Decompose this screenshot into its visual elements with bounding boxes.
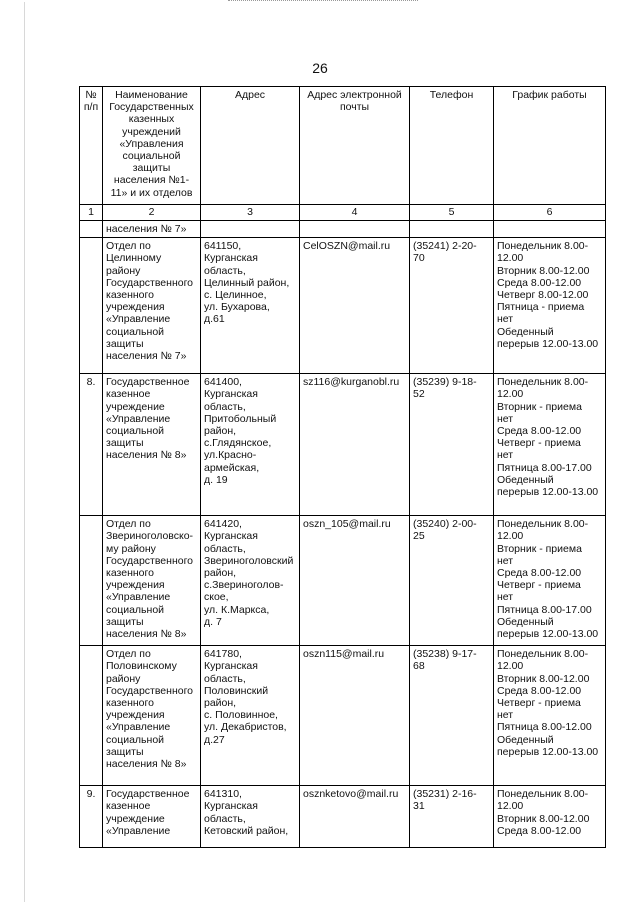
text-line: Обеденный (497, 733, 554, 746)
text-line: Среда 8.00-12.00 (497, 276, 582, 289)
text-line: Государственного (106, 684, 194, 697)
cell-address (201, 238, 300, 374)
text-line: Государственное (106, 376, 190, 389)
text-line: Государственного (106, 276, 194, 289)
column-number-row (80, 205, 606, 221)
text-line: Пятница 8.00-17.00 (497, 461, 592, 474)
text-line: д.27 (204, 733, 225, 746)
text-line: Пятница 8.00-12.00 (497, 721, 592, 734)
text-line: область, (204, 672, 246, 685)
text-line: п/п (83, 101, 99, 114)
text-line: Целинный район, (204, 276, 290, 289)
text-line: перерыв 12.00-13.00 (497, 337, 599, 350)
header-number (80, 87, 103, 205)
text-line: с.Глядянское, (204, 437, 272, 450)
text-line: «Управление (106, 721, 171, 734)
text-line: График работы (512, 89, 587, 101)
cell-phone (410, 646, 494, 786)
cell-address (201, 786, 300, 848)
text-line: область, (204, 400, 246, 413)
text-line: казенное (106, 388, 151, 401)
header-address (201, 87, 300, 205)
text-line: населения № 8» (106, 628, 187, 641)
cell-schedule (494, 374, 606, 516)
text-line: нет (497, 554, 514, 567)
text-line: защиты (132, 162, 171, 175)
column-number: 1 (80, 205, 103, 221)
cell-name (103, 646, 201, 786)
text-line: (35238) 9-17- (413, 648, 477, 661)
text-line: 52 (413, 388, 425, 401)
text-line: защиты (106, 437, 144, 450)
text-line: 31 (413, 800, 425, 813)
text-line: Курганская (204, 252, 258, 265)
column-number: 3 (201, 205, 300, 221)
text-line: Понедельник 8.00- (497, 788, 589, 801)
text-line: перерыв 12.00-13.00 (497, 628, 599, 641)
column-number: 4 (300, 205, 410, 221)
text-line: с. Целинное, (204, 289, 267, 302)
text-line: «Управления (119, 137, 184, 150)
text-line: Половинскому (106, 660, 177, 673)
text-line: Отдел по (106, 648, 151, 661)
cell-name (103, 786, 201, 848)
cell-email: CelOSZN@mail.ru (300, 238, 410, 374)
cell-number (80, 238, 103, 374)
text-line: нет (497, 591, 514, 604)
text-line: Среда 8.00-12.00 (497, 425, 582, 438)
text-line: защиты (106, 337, 144, 350)
text-line: 11» и их отделов (110, 186, 193, 199)
text-line: учреждений (122, 125, 181, 138)
cell-number (80, 646, 103, 786)
column-number: 6 (494, 205, 606, 221)
text-line: перерыв 12.00-13.00 (497, 486, 599, 499)
text-line: 641780, (204, 648, 242, 661)
cell-phone (410, 516, 494, 646)
cell-schedule (494, 221, 606, 238)
text-line: с.Звериноголов- (204, 579, 284, 592)
cell-name (103, 516, 201, 646)
text-line: казенное (106, 800, 151, 813)
text-line: армейская, (204, 461, 260, 474)
text-line: населения №1- (113, 174, 190, 187)
text-line: Звериноголовский (204, 554, 294, 567)
text-line: район, (204, 697, 237, 710)
cell-address (201, 646, 300, 786)
top-rule (228, 0, 418, 1)
text-line: Понедельник 8.00- (497, 376, 589, 389)
text-line: Обеденный (497, 473, 554, 486)
text-line: Государственных (109, 101, 194, 114)
cell-name (103, 238, 201, 374)
text-line: Среда 8.00-12.00 (497, 684, 582, 697)
cell-name (103, 374, 201, 516)
text-line: Четверг - приема (497, 579, 581, 592)
text-line: ул.Красно- (204, 449, 257, 462)
text-line: 12.00 (497, 252, 524, 265)
text-line: 25 (413, 530, 425, 543)
text-line: учреждения (106, 709, 165, 722)
text-line: 641150, (204, 240, 242, 253)
text-line: (35231) 2-16- (413, 788, 477, 801)
cell-email (300, 221, 410, 238)
text-line: область, (204, 264, 246, 277)
cell-email: oszn_105@mail.ru (300, 516, 410, 646)
text-line: Курганская (204, 800, 258, 813)
cell-number (80, 516, 103, 646)
cell-number: 9. (80, 786, 103, 848)
cell-phone (410, 374, 494, 516)
table-row (80, 238, 606, 374)
text-line: Отдел по (106, 240, 151, 253)
text-line: 12.00 (497, 388, 524, 401)
page-number: 26 (312, 60, 328, 76)
text-line: Звериноголовско- (106, 530, 194, 543)
continuation-row (80, 221, 606, 238)
text-line: 641310, (204, 788, 242, 801)
text-line: «Управление (106, 591, 171, 604)
text-line: социальной (122, 150, 181, 163)
text-line: область, (204, 542, 246, 555)
cell-email: sz116@kurganobl.ru (300, 374, 410, 516)
header-email (300, 87, 410, 205)
institutions-table (79, 86, 606, 848)
text-line: Пятница 8.00-17.00 (497, 603, 592, 616)
table-row (80, 786, 606, 848)
text-line: учреждения (106, 579, 165, 592)
text-line: «Управление (106, 313, 171, 326)
text-line: населения № 7» (106, 223, 187, 235)
text-line: Среда 8.00-12.00 (497, 824, 582, 837)
text-line: район, (204, 425, 237, 438)
cell-address (201, 374, 300, 516)
table-row (80, 374, 606, 516)
text-line: (35241) 2-20- (413, 240, 477, 253)
cell-email: oszn115@mail.ru (300, 646, 410, 786)
text-line: 70 (413, 252, 425, 265)
text-line: «Управление (106, 412, 171, 425)
text-line: Половинский (204, 684, 269, 697)
text-line: Четверг - приема (497, 437, 581, 450)
text-line: 12.00 (497, 800, 524, 813)
text-line: Вторник 8.00-12.00 (497, 264, 590, 277)
text-line: учреждения (106, 301, 165, 314)
column-number: 2 (103, 205, 201, 221)
text-line: ул. Бухарова, (204, 301, 270, 314)
text-line: району (106, 264, 141, 277)
text-line: Отдел по (106, 518, 151, 531)
header-phone (410, 87, 494, 205)
table-row (80, 646, 606, 786)
text-line: Понедельник 8.00- (497, 648, 589, 661)
text-line: 12.00 (497, 530, 524, 543)
text-line: социальной (106, 325, 165, 338)
cell-address (201, 516, 300, 646)
text-line: защиты (106, 745, 144, 758)
cell-schedule (494, 516, 606, 646)
header-schedule (494, 87, 606, 205)
cell-schedule (494, 786, 606, 848)
text-line: Курганская (204, 530, 258, 543)
text-line: учреждение (106, 812, 165, 825)
cell-name (103, 221, 201, 238)
text-line: Четверг - приема (497, 697, 581, 710)
text-line: казенного (106, 567, 154, 580)
text-line: нет (497, 709, 514, 722)
text-line: защиты (106, 615, 144, 628)
text-line: Целинному (106, 252, 162, 265)
cell-schedule (494, 238, 606, 374)
text-line: Среда 8.00-12.00 (497, 567, 582, 580)
text-line: Вторник - приема (497, 400, 582, 413)
header-row (80, 87, 606, 205)
text-line: Адрес (234, 89, 266, 101)
text-line: ул. К.Маркса, (204, 603, 270, 616)
text-line: Вторник 8.00-12.00 (497, 812, 590, 825)
cell-phone (410, 238, 494, 374)
text-line: 641400, (204, 376, 242, 389)
cell-address (201, 221, 300, 238)
text-line: казенных (128, 113, 175, 126)
text-line: д.61 (204, 313, 225, 326)
cell-schedule (494, 646, 606, 786)
text-line: Курганская (204, 388, 258, 401)
text-line: му району (106, 542, 156, 555)
text-line: Кетовский район, (204, 824, 289, 837)
text-line: д. 7 (204, 615, 222, 628)
text-line: Обеденный (497, 325, 554, 338)
text-line: с. Половинное, (204, 709, 278, 722)
cell-phone (410, 221, 494, 238)
text-line: Понедельник 8.00- (497, 518, 589, 531)
text-line: учреждение (106, 400, 165, 413)
header-name (103, 87, 201, 205)
text-line: району (106, 672, 141, 685)
text-line: д. 19 (204, 473, 228, 486)
text-line: (35240) 2-00- (413, 518, 477, 531)
table-row (80, 516, 606, 646)
text-line: населения № 8» (106, 758, 187, 771)
column-number: 5 (410, 205, 494, 221)
text-line: Вторник 8.00-12.00 (497, 672, 590, 685)
text-line: почты (339, 101, 370, 114)
text-line: Вторник - приема (497, 542, 582, 555)
text-line: 641420, (204, 518, 242, 531)
text-line: социальной (106, 733, 165, 746)
text-line: социальной (106, 425, 165, 438)
text-line: населения № 7» (106, 350, 187, 363)
cell-number: 8. (80, 374, 103, 516)
text-line: Наименование (115, 89, 188, 101)
text-line: нет (497, 449, 514, 462)
text-line: Телефон (429, 89, 474, 101)
text-line: (35239) 9-18- (413, 376, 477, 389)
cell-number (80, 221, 103, 238)
text-line: Четверг 8.00-12.00 (497, 289, 589, 302)
text-line: № (85, 89, 97, 101)
text-line: Государственное (106, 788, 190, 801)
text-line: казенного (106, 697, 154, 710)
text-line: социальной (106, 603, 165, 616)
text-line: область, (204, 812, 246, 825)
text-line: перерыв 12.00-13.00 (497, 745, 599, 758)
text-line: населения № 8» (106, 449, 187, 462)
cell-phone (410, 786, 494, 848)
text-line: 68 (413, 660, 425, 673)
text-line: Курганская (204, 660, 258, 673)
cell-email: osznketovo@mail.ru (300, 786, 410, 848)
text-line: ул. Декабристов, (204, 721, 287, 734)
text-line: ское, (204, 591, 229, 604)
text-line: Понедельник 8.00- (497, 240, 589, 253)
text-line: «Управление (106, 824, 171, 837)
text-line: Притобольный (204, 412, 277, 425)
text-line: район, (204, 567, 237, 580)
text-line: 12.00 (497, 660, 524, 673)
text-line: Адрес электронной (307, 89, 402, 101)
text-line: Государственного (106, 554, 194, 567)
left-margin-rule (24, 2, 25, 902)
text-line: казенного (106, 289, 154, 302)
text-line: нет (497, 412, 514, 425)
text-line: Обеденный (497, 615, 554, 628)
text-line: Пятница - приема (497, 301, 585, 314)
text-line: нет (497, 313, 514, 326)
